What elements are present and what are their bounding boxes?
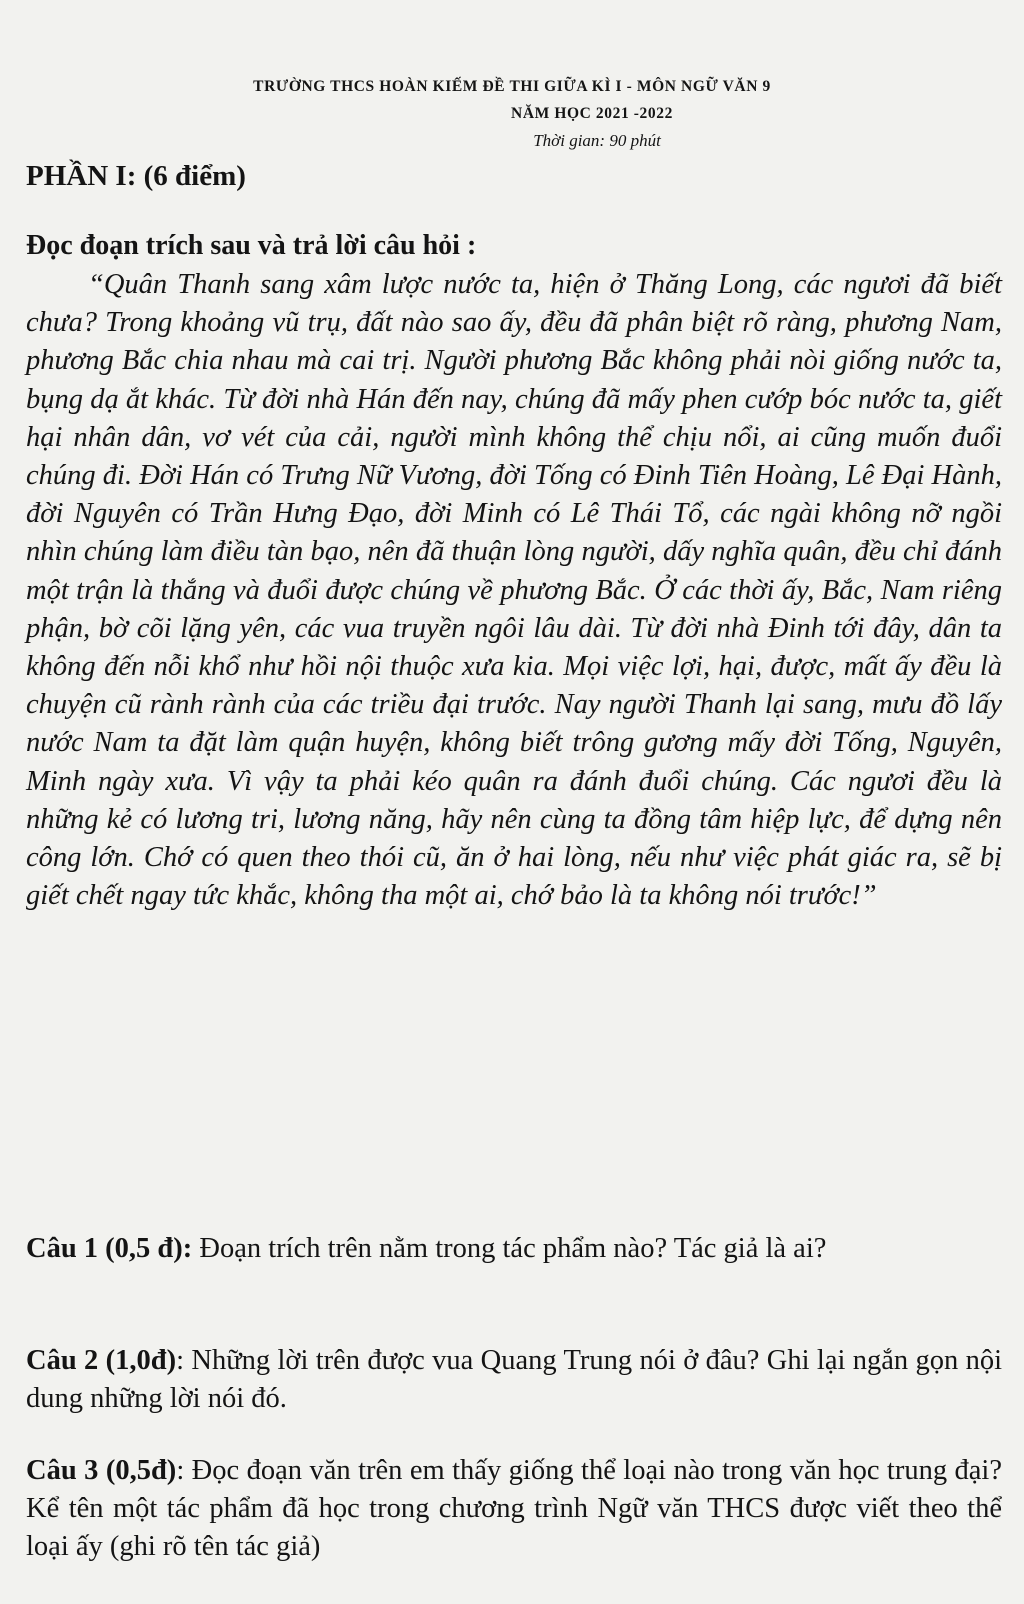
question-3-text: : Đọc đoạn văn trên em thấy giống thể loại nào trong văn học trung đại? Kể tên một tác phẩm đã học trong chương trình Ngữ văn THCS được viết theo thể loại ấy (ghi rõ tên tác giả)	[26, 1455, 1003, 1562]
question-2-text: : Những lời trên được vua Quang Trung nói ở đâu? Ghi lại ngắn gọn nội dung những lời nói đó.	[26, 1345, 1003, 1414]
question-2-label: Câu 2 (1,0đ)	[26, 1345, 177, 1376]
question-2	[26, 1342, 1002, 1418]
question-1-text: Đoạn trích trên nằm trong tác phẩm nào? Tác giả là ai?	[192, 1233, 827, 1264]
section-title: PHẦN I: (6 điểm)	[26, 160, 246, 192]
question-1-label: Câu 1 (0,5 đ):	[26, 1233, 193, 1264]
question-3-label: Câu 3 (0,5đ)	[26, 1455, 177, 1486]
exam-header-duration: Thời gian: 90 phút	[533, 131, 661, 150]
question-1	[26, 1230, 1002, 1268]
exam-header-school: TRƯỜNG THCS HOÀN KIẾM ĐỀ THI GIỮA KÌ I - MÔN NGỮ VĂN 9	[253, 78, 771, 95]
exam-header-year: NĂM HỌC 2021 -2022	[511, 105, 673, 122]
question-3	[26, 1452, 1002, 1566]
reading-instruction: Đọc đoạn trích sau và trả lời câu hỏi :	[26, 230, 477, 261]
reading-excerpt: “Quân Thanh sang xâm lược nước ta, hiện ở Thăng Long, các ngươi đã biết chưa? Trong khoảng vũ trụ, đất nào sao ấy, đều đã phân biệt rõ ràng, phương Nam, phương Bắc chia nhau mà cai trị. Người phương Bắc không phải nòi giống nước ta, bụng dạ ắt khác. Từ đời nhà Hán đến nay, chúng đã mấy phen cướp bóc nước ta, giết hại nhân dân, vơ vét của cải, người mình không thể chịu nổi, ai cũng muốn đuổi chúng đi. Đời Hán có Trưng Nữ Vương, đời Tống có Đinh Tiên Hoàng, Lê Đại Hành, đời Nguyên có Trần Hưng Đạo, đời Minh có Lê Thái Tổ, các ngài không nỡ ngồi nhìn chúng làm điều tàn bạo, nên đã thuận lòng người, dấy nghĩa quân, đều chỉ đánh một trận là thắng và đuổi được chúng về phương Bắc. Ở các thời ấy, Bắc, Nam riêng phận, bờ cõi lặng yên, các vua truyền ngôi lâu dài. Từ đời nhà Đinh tới đây, dân ta không đến nỗi khổ như hồi nội thuộc xưa kia. Mọi việc lợi, hại, được, mất ấy đều là chuyện cũ rành rành của các triều đại trước. Nay người Thanh lại sang, mưu đồ lấy nước Nam ta đặt làm quận huyện, không biết trông gương mấy đời Tống, Nguyên, Minh ngày xưa. Vì vậy ta phải kéo quân ra đánh đuổi chúng. Các ngươi đều là những kẻ có lương tri, lương năng, hãy nên cùng ta đồng tâm hiệp lực, để dựng nên công lớn. Chớ có quen theo thói cũ, ăn ở hai lòng, nếu như việc phát giác ra, sẽ bị giết chết ngay tức khắc, không tha một ai, chớ bảo là ta không nói trước!”	[26, 269, 1002, 912]
